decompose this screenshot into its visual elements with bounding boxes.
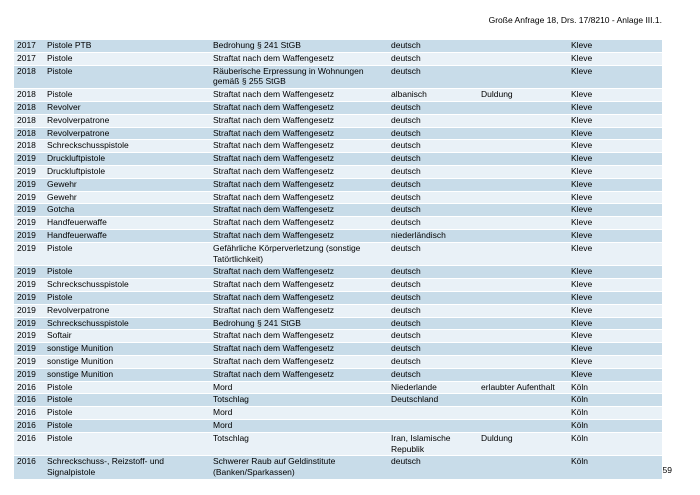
status-cell (478, 127, 568, 140)
city-cell: Köln (568, 432, 662, 456)
year-cell: 2017 (14, 40, 44, 52)
city-cell: Kleve (568, 343, 662, 356)
table-row (14, 456, 662, 480)
year-cell: 2019 (14, 204, 44, 217)
table-row (14, 394, 662, 407)
status-cell (478, 40, 568, 52)
nationality-cell: deutsch (388, 279, 478, 292)
weapon-cell: Pistole (44, 52, 210, 65)
nationality-cell: deutsch (388, 140, 478, 153)
nationality-cell: deutsch (388, 317, 478, 330)
offense-cell: Straftat nach dem Waffengesetz (210, 330, 388, 343)
weapon-cell: Pistole (44, 65, 210, 89)
table-row (14, 242, 662, 266)
year-cell: 2016 (14, 381, 44, 394)
weapon-cell: Pistole (44, 266, 210, 279)
table-row (14, 40, 662, 52)
offense-cell: Mord (210, 419, 388, 432)
status-cell (478, 330, 568, 343)
nationality-cell: niederländisch (388, 229, 478, 242)
nationality-cell: deutsch (388, 178, 478, 191)
nationality-cell: deutsch (388, 242, 478, 266)
offense-table-container (14, 40, 662, 480)
weapon-cell: Revolver (44, 101, 210, 114)
city-cell: Kleve (568, 242, 662, 266)
status-cell (478, 217, 568, 230)
offense-cell: Straftat nach dem Waffengesetz (210, 368, 388, 381)
offense-cell: Straftat nach dem Waffengesetz (210, 191, 388, 204)
year-cell: 2019 (14, 217, 44, 230)
nationality-cell: deutsch (388, 355, 478, 368)
year-cell: 2018 (14, 101, 44, 114)
offense-cell: Straftat nach dem Waffengesetz (210, 89, 388, 102)
weapon-cell: Pistole (44, 394, 210, 407)
year-cell: 2018 (14, 114, 44, 127)
offense-cell: Straftat nach dem Waffengesetz (210, 178, 388, 191)
table-row (14, 432, 662, 456)
nationality-cell: deutsch (388, 65, 478, 89)
table-row (14, 381, 662, 394)
weapon-cell: Revolverpatrone (44, 114, 210, 127)
year-cell: 2019 (14, 368, 44, 381)
year-cell: 2019 (14, 291, 44, 304)
nationality-cell: deutsch (388, 204, 478, 217)
city-cell: Kleve (568, 127, 662, 140)
year-cell: 2019 (14, 330, 44, 343)
year-cell: 2018 (14, 89, 44, 102)
city-cell: Kleve (568, 279, 662, 292)
status-cell (478, 368, 568, 381)
nationality-cell: deutsch (388, 101, 478, 114)
year-cell: 2016 (14, 456, 44, 480)
status-cell (478, 52, 568, 65)
offense-cell: Straftat nach dem Waffengesetz (210, 343, 388, 356)
year-cell: 2016 (14, 432, 44, 456)
year-cell: 2016 (14, 419, 44, 432)
table-row (14, 279, 662, 292)
city-cell: Kleve (568, 52, 662, 65)
weapon-cell: Revolverpatrone (44, 127, 210, 140)
weapon-cell: Gewehr (44, 178, 210, 191)
offense-cell: Schwerer Raub auf Geldinstitute (Banken/Sparkassen) (210, 456, 388, 480)
city-cell: Kleve (568, 229, 662, 242)
offense-cell: Straftat nach dem Waffengesetz (210, 165, 388, 178)
offense-table (14, 40, 662, 480)
city-cell: Kleve (568, 165, 662, 178)
city-cell: Kleve (568, 266, 662, 279)
offense-cell: Bedrohung § 241 StGB (210, 317, 388, 330)
year-cell: 2016 (14, 407, 44, 420)
status-cell (478, 101, 568, 114)
table-row (14, 407, 662, 420)
weapon-cell: sonstige Munition (44, 368, 210, 381)
offense-cell: Straftat nach dem Waffengesetz (210, 114, 388, 127)
status-cell (478, 242, 568, 266)
nationality-cell: deutsch (388, 368, 478, 381)
status-cell (478, 204, 568, 217)
table-row (14, 343, 662, 356)
weapon-cell: Pistole (44, 291, 210, 304)
weapon-cell: Schreckschusspistole (44, 279, 210, 292)
city-cell: Kleve (568, 140, 662, 153)
nationality-cell: deutsch (388, 165, 478, 178)
weapon-cell: Pistole (44, 89, 210, 102)
offense-cell: Straftat nach dem Waffengesetz (210, 127, 388, 140)
weapon-cell: Handfeuerwaffe (44, 229, 210, 242)
status-cell (478, 456, 568, 480)
table-row (14, 65, 662, 89)
table-row (14, 266, 662, 279)
nationality-cell: Niederlande (388, 381, 478, 394)
offense-cell: Straftat nach dem Waffengesetz (210, 204, 388, 217)
table-row (14, 89, 662, 102)
weapon-cell: Druckluftpistole (44, 153, 210, 166)
year-cell: 2019 (14, 355, 44, 368)
weapon-cell: Pistole (44, 407, 210, 420)
nationality-cell: deutsch (388, 191, 478, 204)
city-cell: Kleve (568, 65, 662, 89)
table-row (14, 165, 662, 178)
city-cell: Kleve (568, 114, 662, 127)
status-cell (478, 394, 568, 407)
status-cell (478, 419, 568, 432)
nationality-cell: Iran, Islamische Republik (388, 432, 478, 456)
status-cell (478, 266, 568, 279)
city-cell: Kleve (568, 204, 662, 217)
city-cell: Kleve (568, 368, 662, 381)
table-row (14, 217, 662, 230)
year-cell: 2019 (14, 191, 44, 204)
weapon-cell: sonstige Munition (44, 355, 210, 368)
weapon-cell: Pistole (44, 419, 210, 432)
year-cell: 2019 (14, 266, 44, 279)
document-header: Große Anfrage 18, Drs. 17/8210 - Anlage III.1. (488, 15, 662, 25)
offense-cell: Räuberische Erpressung in Wohnungen gemäß § 255 StGB (210, 65, 388, 89)
city-cell: Kleve (568, 153, 662, 166)
status-cell (478, 291, 568, 304)
table-row (14, 204, 662, 217)
nationality-cell: deutsch (388, 127, 478, 140)
table-row (14, 317, 662, 330)
table-row (14, 304, 662, 317)
status-cell (478, 65, 568, 89)
weapon-cell: Druckluftpistole (44, 165, 210, 178)
table-row (14, 127, 662, 140)
table-row (14, 229, 662, 242)
table-row (14, 291, 662, 304)
year-cell: 2018 (14, 65, 44, 89)
offense-cell: Straftat nach dem Waffengesetz (210, 101, 388, 114)
city-cell: Kleve (568, 89, 662, 102)
table-row (14, 368, 662, 381)
weapon-cell: Schreckschusspistole (44, 140, 210, 153)
year-cell: 2019 (14, 178, 44, 191)
status-cell (478, 407, 568, 420)
city-cell: Kleve (568, 304, 662, 317)
year-cell: 2018 (14, 140, 44, 153)
weapon-cell: Schreckschusspistole (44, 317, 210, 330)
status-cell: Duldung (478, 89, 568, 102)
nationality-cell: deutsch (388, 456, 478, 480)
city-cell: Kleve (568, 355, 662, 368)
offense-cell: Bedrohung § 241 StGB (210, 40, 388, 52)
status-cell (478, 178, 568, 191)
year-cell: 2019 (14, 242, 44, 266)
city-cell: Köln (568, 419, 662, 432)
city-cell: Köln (568, 381, 662, 394)
year-cell: 2018 (14, 127, 44, 140)
nationality-cell: Deutschland (388, 394, 478, 407)
status-cell (478, 304, 568, 317)
table-row (14, 191, 662, 204)
year-cell: 2019 (14, 279, 44, 292)
city-cell: Kleve (568, 291, 662, 304)
nationality-cell: deutsch (388, 266, 478, 279)
table-row (14, 330, 662, 343)
nationality-cell: albanisch (388, 89, 478, 102)
nationality-cell: deutsch (388, 291, 478, 304)
offense-cell: Straftat nach dem Waffengesetz (210, 153, 388, 166)
status-cell: erlaubter Aufenthalt (478, 381, 568, 394)
table-row (14, 114, 662, 127)
offense-cell: Straftat nach dem Waffengesetz (210, 140, 388, 153)
table-row (14, 52, 662, 65)
offense-cell: Straftat nach dem Waffengesetz (210, 291, 388, 304)
nationality-cell (388, 407, 478, 420)
weapon-cell: Pistole (44, 242, 210, 266)
year-cell: 2019 (14, 304, 44, 317)
city-cell: Kleve (568, 330, 662, 343)
offense-cell: Straftat nach dem Waffengesetz (210, 279, 388, 292)
weapon-cell: Softair (44, 330, 210, 343)
status-cell (478, 165, 568, 178)
city-cell: Köln (568, 407, 662, 420)
status-cell (478, 229, 568, 242)
year-cell: 2017 (14, 52, 44, 65)
city-cell: Kleve (568, 317, 662, 330)
offense-cell: Straftat nach dem Waffengesetz (210, 52, 388, 65)
city-cell: Kleve (568, 101, 662, 114)
status-cell (478, 279, 568, 292)
nationality-cell: deutsch (388, 40, 478, 52)
year-cell: 2019 (14, 317, 44, 330)
nationality-cell (388, 419, 478, 432)
weapon-cell: Pistole PTB (44, 40, 210, 52)
status-cell (478, 191, 568, 204)
weapon-cell: Schreckschuss-, Reizstoff- und Signalpistole (44, 456, 210, 480)
city-cell: Kleve (568, 40, 662, 52)
nationality-cell: deutsch (388, 330, 478, 343)
offense-cell: Straftat nach dem Waffengesetz (210, 229, 388, 242)
offense-cell: Mord (210, 381, 388, 394)
offense-cell: Straftat nach dem Waffengesetz (210, 266, 388, 279)
nationality-cell: deutsch (388, 153, 478, 166)
year-cell: 2019 (14, 343, 44, 356)
table-row (14, 101, 662, 114)
weapon-cell: Gewehr (44, 191, 210, 204)
status-cell (478, 355, 568, 368)
city-cell: Kleve (568, 178, 662, 191)
status-cell (478, 114, 568, 127)
year-cell: 2019 (14, 153, 44, 166)
nationality-cell: deutsch (388, 114, 478, 127)
city-cell: Kleve (568, 217, 662, 230)
city-cell: Köln (568, 394, 662, 407)
year-cell: 2019 (14, 229, 44, 242)
offense-cell: Straftat nach dem Waffengesetz (210, 355, 388, 368)
year-cell: 2016 (14, 394, 44, 407)
offense-cell: Straftat nach dem Waffengesetz (210, 304, 388, 317)
weapon-cell: Pistole (44, 432, 210, 456)
status-cell (478, 153, 568, 166)
weapon-cell: sonstige Munition (44, 343, 210, 356)
table-row (14, 178, 662, 191)
city-cell: Kleve (568, 191, 662, 204)
offense-cell: Gefährliche Körperverletzung (sonstige Tatörtlichkeit) (210, 242, 388, 266)
offense-cell: Mord (210, 407, 388, 420)
nationality-cell: deutsch (388, 343, 478, 356)
offense-table-body (14, 40, 662, 479)
offense-cell: Totschlag (210, 394, 388, 407)
city-cell: Köln (568, 456, 662, 480)
page-number: 59 (662, 465, 672, 475)
offense-cell: Straftat nach dem Waffengesetz (210, 217, 388, 230)
weapon-cell: Pistole (44, 381, 210, 394)
table-row (14, 419, 662, 432)
table-row (14, 153, 662, 166)
nationality-cell: deutsch (388, 217, 478, 230)
weapon-cell: Handfeuerwaffe (44, 217, 210, 230)
status-cell: Duldung (478, 432, 568, 456)
table-row (14, 140, 662, 153)
offense-cell: Totschlag (210, 432, 388, 456)
weapon-cell: Revolverpatrone (44, 304, 210, 317)
status-cell (478, 317, 568, 330)
nationality-cell: deutsch (388, 304, 478, 317)
weapon-cell: Gotcha (44, 204, 210, 217)
year-cell: 2019 (14, 165, 44, 178)
status-cell (478, 140, 568, 153)
nationality-cell: deutsch (388, 52, 478, 65)
table-row (14, 355, 662, 368)
status-cell (478, 343, 568, 356)
